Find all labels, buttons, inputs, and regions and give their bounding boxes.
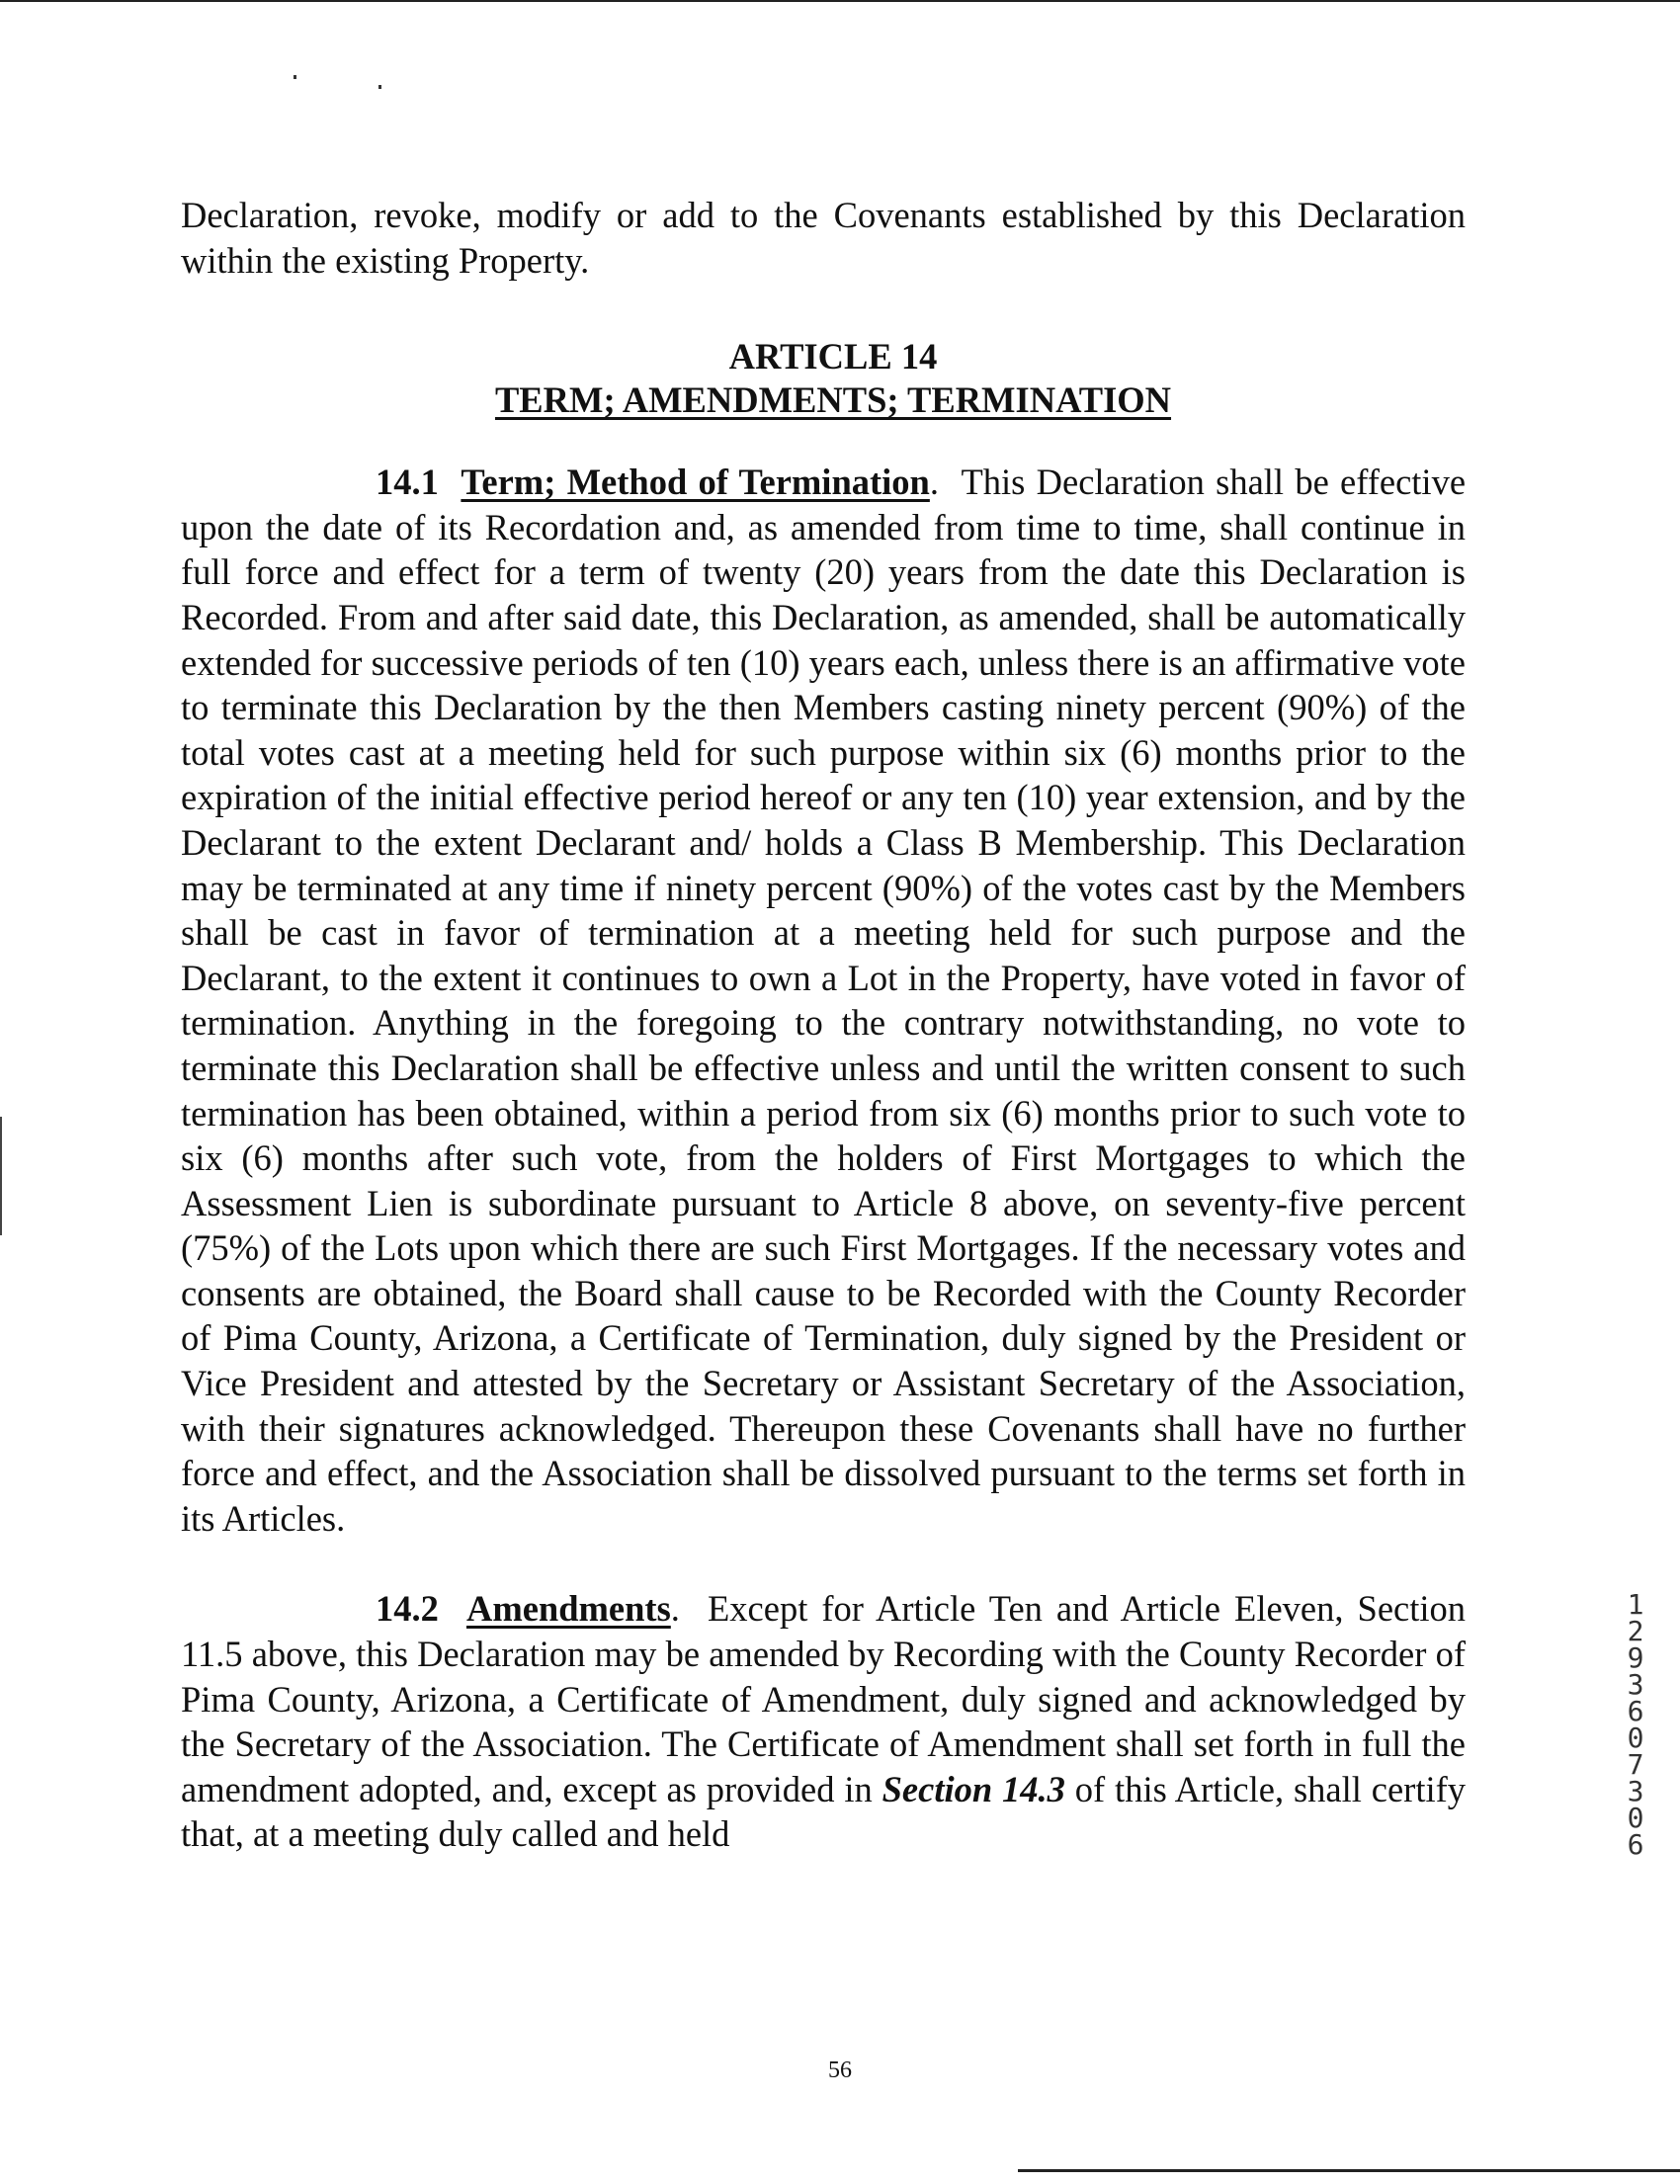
section-14-2-title: Amendments	[465, 1588, 671, 1630]
section-14-1-number: 14.1	[376, 462, 439, 503]
recorder-stamp: 12936 07306	[1627, 1588, 1644, 1861]
section-14-3-reference: Section 14.3	[882, 1768, 1065, 1809]
section-14-1-body: This Declaration shall be effective upon the date of its Recordation and, as amended from time to time, shall continue in full force and effect for a term of twenty (20) years from the date this Declaration is Recorded. From and after said date, this Declaration, as amended, shall be automatically extended for successive periods of ten (10) years each, unless there is an affirmative vote to terminate this Declaration by the then Members casting ninety percent (90%) of the total votes cast at a meeting held for such purpose within six (6) months prior to the expiration of the initial effective period hereof or any ten (10) year extension, and by the Declarant to the extent Declarant and/ holds a Class B Membership. This Declaration may be terminated at any time if ninety percent (90%) of the votes cast by the Members shall be cast in favor of termination at a meeting held for such purpose and the Declarant, to the extent it continues to own a Lot in the Property, have voted in favor of termination. Anything in the foregoing to the contrary notwithstanding, no vote to terminate this Declaration shall be effective unless and until the written consent to such termination has been obtained, within a period from six (6) months prior to such vote to six (6) months after such vote, from the holders of First Mortgages to which the Assessment Lien is subordinate pursuant to Article 8 above, on seventy-five percent (75%) of the Lots upon which there are such First Mortgages. If the necessary votes and consents are obtained, the Board shall cause to be Recorded with the County Recorder of Pima County, Arizona, a Certificate of Termination, duly signed by the President or Vice President and attested by the Secretary or Assistant Secretary of the Association, with their signatures acknowledged. Thereupon these Covenants shall have no further force and effect, and the Association shall be dissolved pursuant to the terms set forth in its Articles.	[181, 462, 1467, 1539]
page-number: 56	[828, 2058, 852, 2083]
scan-speck	[378, 85, 381, 89]
article-title: TERM; AMENDMENTS; TERMINATION	[494, 379, 1172, 421]
section-14-2-number: 14.2	[376, 1588, 439, 1630]
intro-paragraph: Declaration, revoke, modify or add to the Covenants established by this Declaration within the existing Property.	[181, 195, 1466, 281]
article-heading	[181, 335, 1466, 422]
section-14-1-paragraph	[181, 460, 1466, 1541]
article-number: ARTICLE 14	[728, 336, 938, 378]
scan-edge-top	[0, 0, 1680, 2]
document-page	[181, 193, 1466, 1857]
scan-edge-bottom	[1018, 2169, 1680, 2172]
section-14-1-title-punct: .	[929, 462, 939, 503]
scan-edge-left	[0, 1117, 2, 1235]
scan-speck	[294, 75, 296, 79]
section-14-2-paragraph	[181, 1586, 1466, 1857]
section-14-2-title-punct: .	[670, 1588, 680, 1630]
section-14-1-title: Term; Method of Termination	[461, 462, 930, 503]
section-14-2-body-end: of this Article, shall certify that, at a meeting duly called and held	[181, 1768, 1467, 1855]
section-14-2-body-start: Except for Article Ten and Article Eleven, Section 11.5 above, this Declaration may be amended by Recording with the County Recorder of Pima County, Arizona, a Certificate of Amendment, duly signed and acknowledged by the Secretary of the Association. The Certificate of Amendment shall set forth in full the amendment adopted, and, except as provided in	[181, 1588, 1467, 1809]
